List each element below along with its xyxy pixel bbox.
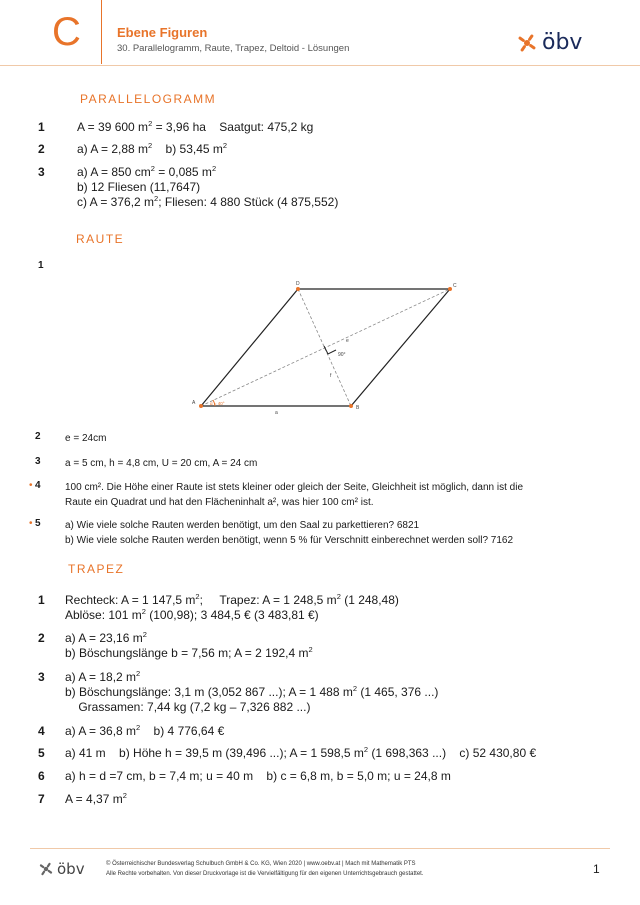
solution-line [77, 120, 313, 135]
oebv-star-icon [38, 861, 54, 877]
item-number: 3 [38, 165, 45, 179]
item-number: 5 [38, 746, 45, 760]
superscript: 2 [136, 723, 141, 732]
text-segment: Ablöse: 101 m [65, 608, 142, 622]
vertex-b [349, 404, 353, 408]
text-segment: Grassamen: 7,44 kg (7,2 kg – 7,326 882 ...) [65, 700, 311, 714]
item-number: 2 [35, 431, 41, 442]
item-number: 2 [38, 631, 45, 645]
label-a: A [192, 400, 196, 406]
superscript: 2 [195, 592, 200, 601]
rhombus-figure [180, 278, 470, 418]
copyright-line: © Österreichischer Bundesverlag Schulbuch GmbH & Co. KG, Wien 2020 | www.oebv.at | Mach mit Mathematik PTS [106, 861, 416, 867]
oebv-star-icon [516, 32, 538, 54]
item-number: 3 [35, 456, 41, 467]
solution-line: a) Wie viele solche Rauten werden benötigt, um den Saal zu parkettieren? 6821 [65, 520, 420, 531]
item-number: 1 [38, 260, 44, 271]
text-segment: Rechteck: A = 1 147,5 m [65, 593, 196, 607]
text-segment: = 0,085 m [154, 165, 212, 179]
text-segment: a) A = 18,2 m [65, 670, 137, 684]
text-segment: a) A = 850 cm [77, 165, 151, 179]
label-c: C [453, 283, 457, 289]
text-segment: ; Fliesen: 4 880 Stück (4 875,552) [158, 195, 339, 209]
text-segment: a) h = d =7 cm, b = 7,4 m; u = 40 m b) c = 6,8 m, b = 5,0 m; u = 24,8 m [65, 769, 451, 783]
item-number: 4 [38, 724, 45, 738]
item-number: 5 [35, 518, 41, 529]
text-segment: (1 465, 376 ...) [357, 685, 439, 699]
solution-line [77, 165, 216, 180]
item-number: 2 [38, 142, 45, 156]
publisher-logo [516, 30, 582, 55]
solution-line [65, 670, 140, 685]
item-number: 7 [38, 792, 45, 806]
optional-task-marker: • [29, 480, 33, 491]
header-rule [0, 65, 640, 66]
solution-line: Raute ein Quadrat und hat den Flächeninhalt a², was hier 100 cm² ist. [65, 497, 374, 508]
solution-line [65, 700, 310, 715]
solution-line [65, 724, 224, 739]
superscript: 2 [154, 194, 159, 203]
label-d: D [296, 281, 300, 287]
logo-text: öbv [542, 30, 583, 55]
text-segment: ; Trapez: A = 1 248,5 m [199, 593, 337, 607]
text-segment: b) Böschungslänge: 3,1 m (3,052 867 ...); A = 1 488 m [65, 685, 353, 699]
text-segment: (1 248,48) [340, 593, 399, 607]
label-b: B [356, 405, 360, 411]
text-segment: = 3,96 ha Saatgut: 475,2 kg [152, 120, 314, 134]
solution-line: b) Wie viele solche Rauten werden benötigt, wenn 5 % für Verschnitt einberechnet werden soll? 7162 [65, 535, 514, 546]
text-segment: a) 41 m b) Höhe h = 39,5 m (39,496 ...); A = 1 598,5 m [65, 746, 364, 760]
text-segment: (1 698,363 ...) c) 52 430,80 € [368, 746, 537, 760]
footer-logo [38, 860, 85, 878]
solution-line [65, 769, 451, 784]
item-number: 3 [38, 670, 45, 684]
superscript: 2 [142, 630, 147, 639]
text-segment: a) A = 23,16 m [65, 631, 143, 645]
label-side-a: a [275, 410, 278, 416]
solution-line [65, 746, 536, 761]
superscript: 2 [222, 141, 228, 150]
solution-line [65, 608, 319, 623]
text-segment: A = 39 600 m [77, 120, 149, 134]
solution-line: a = 5 cm, h = 4,8 cm, U = 20 cm, A = 24 cm [65, 458, 258, 469]
vertex-c [448, 287, 452, 291]
section-heading-parallelogramm: PARALLELOGRAMM [80, 92, 217, 106]
text-segment: a) A = 36,8 m [65, 724, 137, 738]
text-segment: b) 53,45 m [152, 142, 223, 156]
text-segment: b) Böschungslänge b = 7,56 m; A = 2 192,4 m [65, 646, 309, 660]
superscript: 2 [363, 745, 369, 754]
solution-line [65, 792, 127, 807]
footer-logo-text: öbv [57, 860, 85, 878]
text-segment: b) 12 Fliesen (11,7647) [77, 180, 201, 194]
text-segment: b) 4 776,64 € [140, 724, 225, 738]
superscript: 2 [122, 791, 127, 800]
solution-line: e = 24cm [65, 433, 107, 444]
footer-rule [30, 848, 610, 849]
page-title: Ebene Figuren [117, 25, 208, 40]
header-divider [101, 0, 102, 64]
superscript: 2 [336, 592, 341, 601]
chapter-letter: C [52, 10, 81, 54]
superscript: 2 [308, 645, 313, 654]
item-number: 6 [38, 769, 45, 783]
superscript: 2 [150, 164, 155, 173]
superscript: 2 [211, 164, 217, 173]
item-number: 1 [38, 120, 45, 134]
solution-line [65, 593, 399, 608]
solution-line [65, 685, 438, 700]
item-number: 4 [35, 480, 41, 491]
section-heading-raute: RAUTE [76, 232, 125, 246]
label-f: f [330, 373, 332, 379]
superscript: 2 [148, 119, 153, 128]
superscript: 2 [148, 141, 153, 150]
item-number: 1 [38, 593, 45, 607]
page-number: 1 [593, 862, 600, 876]
superscript: 2 [141, 607, 146, 616]
optional-task-marker: • [29, 518, 33, 529]
solution-line: 100 cm². Die Höhe einer Raute ist stets kleiner oder gleich der Seite, Gleichheit ist möglich, dann ist die [65, 482, 524, 493]
solution-line [77, 180, 200, 195]
solution-line [65, 631, 147, 646]
vertex-d [296, 287, 300, 291]
label-right-angle: 90° [338, 352, 346, 358]
solution-line [77, 142, 227, 157]
text-segment: A = 4,37 m [65, 792, 123, 806]
text-segment: (100,98); 3 484,5 € (3 483,81 €) [145, 608, 319, 622]
solution-line [65, 646, 313, 661]
page-subtitle: 30. Parallelogramm, Raute, Trapez, Deltoid - Lösungen [117, 43, 350, 54]
text-segment: c) A = 376,2 m [77, 195, 155, 209]
superscript: 2 [352, 684, 358, 693]
diagonal-e [201, 289, 450, 406]
superscript: 2 [136, 669, 141, 678]
vertex-a [199, 404, 203, 408]
text-segment: a) A = 2,88 m [77, 142, 149, 156]
rights-line: Alle Rechte vorbehalten. Von dieser Druckvorlage ist die Vervielfältigung für den eigenen Unterrichtsgebrauch gestattet. [106, 871, 424, 877]
section-heading-trapez: TRAPEZ [68, 562, 125, 576]
solution-line [77, 195, 338, 210]
label-e: e [346, 338, 349, 344]
label-alpha: α = 40° [210, 401, 225, 406]
